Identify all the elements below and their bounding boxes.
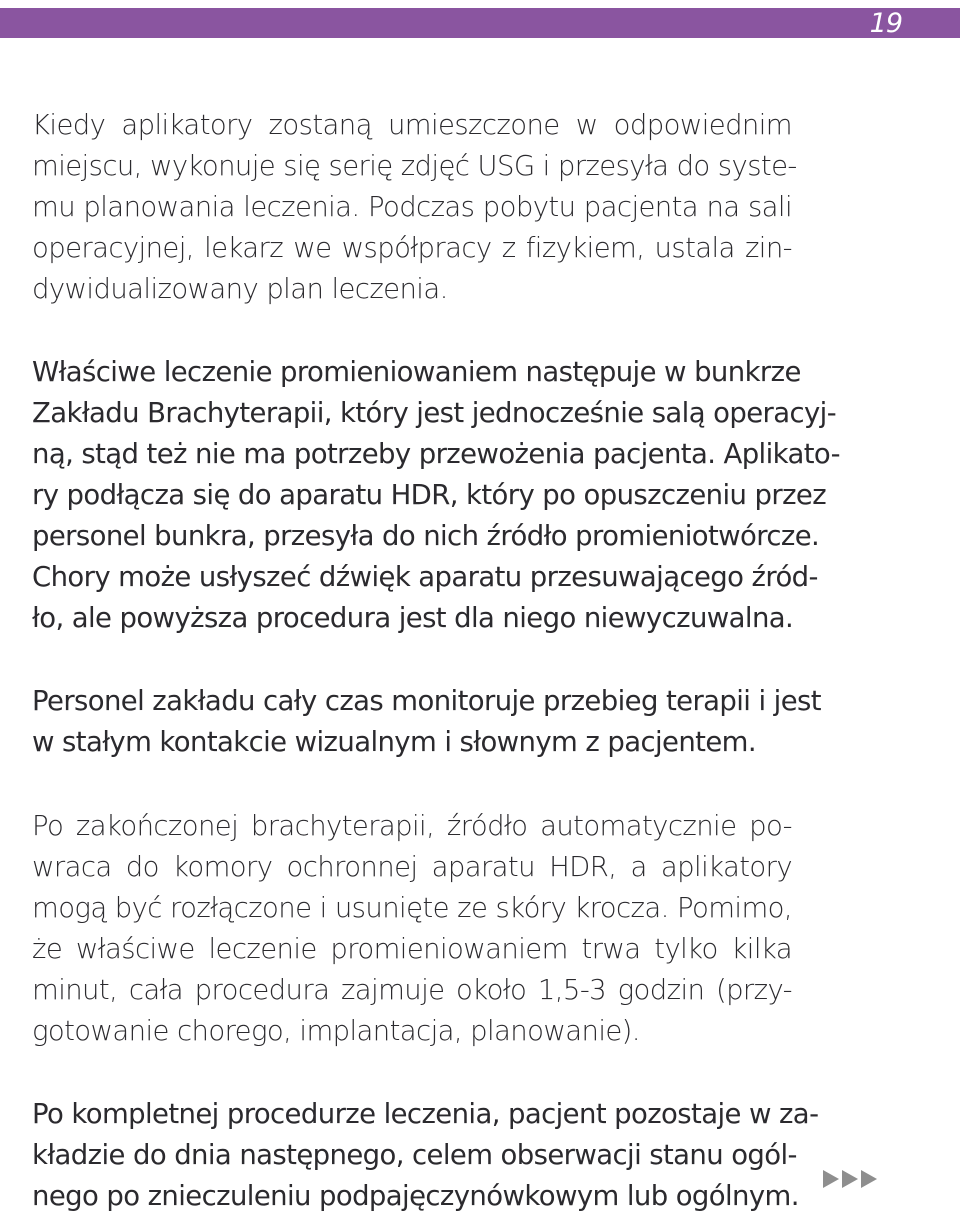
page-number: 19	[869, 8, 902, 39]
paragraph-personel	[32, 681, 821, 763]
text-line: nego po znieczuleniu podpajęczynówkowym lub ogólnym.	[32, 1180, 799, 1212]
text-line: wraca do komory ochronnej aparatu HDR, a aplikatory	[32, 851, 792, 883]
paragraph-leczenie	[32, 352, 840, 639]
text-line: Personel zakładu cały czas monitoruje przebieg terapii i jest	[32, 685, 821, 717]
text-line: Właściwe leczenie promieniowaniem następuje w bunkrze	[32, 356, 801, 388]
text-line: Po kompletnej procedurze leczenia, pacjent pozostaje w za-	[32, 1098, 819, 1130]
arrow-icon	[842, 1170, 858, 1188]
arrow-icon	[861, 1170, 877, 1188]
text-line: Zakładu Brachyterapii, który jest jednocześnie salą operacyj-	[32, 397, 837, 429]
text-line: miejscu, wykonuje się serię zdjęć USG i przesyła do syste-	[32, 150, 797, 182]
header-bar	[0, 8, 960, 38]
paragraph-po-kompletnej	[32, 1094, 819, 1217]
text-line: kładzie do dnia następnego, celem obserwacji stanu ogól-	[32, 1139, 797, 1171]
text-line: Kiedy aplikatory zostaną umieszczone w odpowiednim	[32, 109, 792, 141]
triple-right-arrow-icon	[823, 1170, 877, 1190]
text-line: ło, ale powyższa procedura jest dla niego niewyczuwalna.	[32, 602, 794, 634]
page-body	[32, 105, 840, 1217]
text-line: minut, cała procedura zajmuje około 1,5-3 godzin (przy-	[32, 974, 792, 1006]
paragraph-aplikatory	[32, 105, 797, 310]
text-line: mu planowania leczenia. Podczas pobytu pacjenta na sali	[32, 191, 792, 223]
text-line: ną, stąd też nie ma potrzeby przewożenia pacjenta. Aplikato-	[32, 438, 840, 470]
text-line: ry podłącza się do aparatu HDR, który po opuszczeniu przez	[32, 479, 827, 511]
text-line: gotowanie chorego, implantacja, planowanie).	[32, 1015, 640, 1047]
text-line: mogą być rozłączone i usunięte ze skóry krocza. Pomimo,	[32, 892, 792, 924]
text-line: operacyjnej, lekarz we współpracy z fizykiem, ustala zin-	[32, 232, 792, 264]
arrow-icon	[823, 1170, 839, 1188]
text-line: personel bunkra, przesyła do nich źródło promieniotwórcze.	[32, 520, 820, 552]
paragraph-po-zakonczonej	[32, 806, 792, 1052]
text-line: że właściwe leczenie promieniowaniem trwa tylko kilka	[32, 933, 792, 965]
text-line: w stałym kontakcie wizualnym i słownym z pacjentem.	[32, 726, 757, 758]
text-line: Chory może usłyszeć dźwięk aparatu przesuwającego źród-	[32, 561, 818, 593]
text-line: Po zakończonej brachyterapii, źródło automatycznie po-	[32, 810, 792, 842]
text-line: dywidualizowany plan leczenia.	[32, 273, 448, 305]
